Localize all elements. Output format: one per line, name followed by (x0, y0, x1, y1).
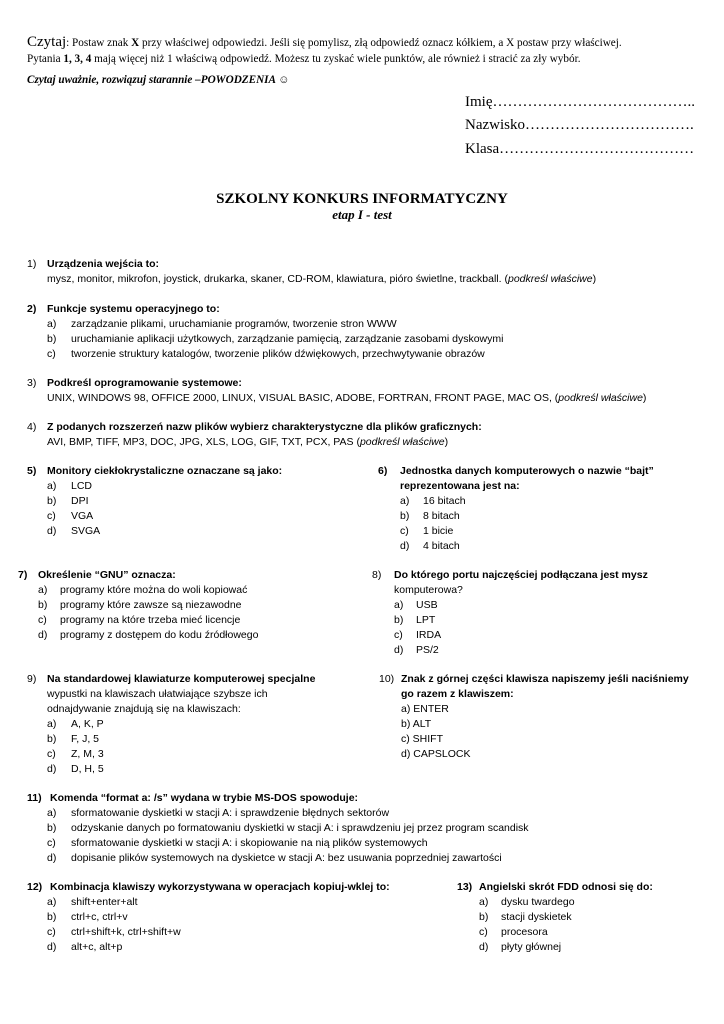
option[interactable]: USB (416, 599, 438, 611)
czytaj-word: Czytaj (27, 34, 67, 50)
question-title: Funkcje systemu operacyjnego to: (47, 303, 220, 315)
option[interactable]: zarządzanie plikami, uruchamianie programów, tworzenie stron WWW (71, 318, 397, 330)
option[interactable]: płyty głównej (501, 941, 562, 953)
option[interactable]: procesora (501, 926, 548, 938)
page-subtitle: etap I - test (332, 207, 392, 222)
option[interactable]: alt+c, alt+p (71, 941, 123, 953)
option[interactable]: 16 bitach (423, 495, 466, 507)
option[interactable]: c) SHIFT (401, 733, 444, 745)
question-title: Kombinacja klawiszy wykorzystywana w operacjach kopiuj-wklej to: (50, 881, 390, 893)
option[interactable]: programy z dostępem do kodu źródłowego (60, 629, 259, 641)
option[interactable]: PS/2 (416, 644, 439, 656)
question-text: mysz, monitor, mikrofon, joystick, drukarka, skaner, CD-ROM, klawiatura, pióro świetlne, trackball. (podkreśl właściwe) (47, 273, 597, 285)
option[interactable]: sformatowanie dyskietki w stacji A: i skopiowanie na nią plików systemowych (71, 837, 428, 849)
instructions-line-2: Pytania 1, 3, 4 mają więcej niż 1 właściwą odpowiedź. Możesz tu zyskać wiele punktów, ale również i stracić za zły wybór. (27, 53, 581, 65)
option[interactable]: LCD (71, 480, 93, 492)
option[interactable]: dopisanie plików systemowych na dyskietce w stacji A: bez usuwania poprzedniej zawartości (71, 852, 502, 864)
option[interactable]: F, J, 5 (71, 733, 100, 745)
name-field[interactable]: Imię………………………………….. (465, 94, 695, 110)
option[interactable]: programy na które trzeba mieć licencje (60, 614, 241, 626)
option[interactable]: sformatowanie dyskietki w stacji A: i sprawdzenie błędnych sektorów (71, 807, 390, 819)
option[interactable]: 4 bitach (423, 540, 460, 552)
option[interactable]: dysku twardego (501, 896, 575, 908)
question-title: Do którego portu najczęściej podłączana jest mysz (394, 569, 648, 581)
option[interactable]: A, K, P (71, 718, 104, 730)
option[interactable]: ctrl+shift+k, ctrl+shift+w (71, 926, 181, 938)
option[interactable]: 8 bitach (423, 510, 460, 522)
question-title: Monitory ciekłokrystaliczne oznaczane są jako: (47, 465, 283, 477)
option[interactable]: LPT (416, 614, 436, 626)
option[interactable]: d) CAPSLOCK (401, 748, 471, 760)
question-title: Znak z górnej części klawisza napiszemy jeśli naciśniemy (401, 673, 689, 685)
question-text: UNIX, WINDOWS 98, OFFICE 2000, LINUX, VISUAL BASIC, ADOBE, FORTRAN, FRONT PAGE, MAC OS, (podkreśl właściwe) (47, 392, 647, 404)
option[interactable]: VGA (71, 510, 94, 522)
option[interactable]: odzyskanie danych po formatowaniu dyskietki w stacji A: i sprawdzeniu jej przez program scandisk (71, 822, 529, 834)
option[interactable]: a) ENTER (401, 703, 449, 715)
option[interactable]: uruchamianie aplikacji użytkowych, zarządzanie pamięcią, zarządzanie zasobami dyskowymi (71, 333, 504, 345)
option[interactable]: b) ALT (401, 718, 432, 730)
instructions-line-1: Czytaj: Postaw znak X przy właściwej odpowiedzi. Jeśli się pomylisz, złą odpowiedź oznacz kółkiem, a X postaw przy właściwej. (27, 34, 622, 50)
question-title: Określenie “GNU” oznacza: (38, 569, 176, 581)
option[interactable]: ctrl+c, ctrl+v (71, 911, 128, 923)
question-title: Podkreśl oprogramowanie systemowe: (47, 377, 242, 389)
question-title: Jednostka danych komputerowych o nazwie “bajt” (400, 465, 654, 477)
question-text: AVI, BMP, TIFF, MP3, DOC, JPG, XLS, LOG, GIF, TXT, PCX, PAS (podkreśl właściwe) (47, 436, 449, 448)
option[interactable]: programy które zawsze są niezawodne (60, 599, 242, 611)
question-title: Angielski skrót FDD odnosi się do: (479, 881, 653, 893)
question-title: Z podanych rozszerzeń nazw plików wybierz charakterystyczne dla plików graficznych: (47, 421, 482, 433)
option[interactable]: shift+enter+alt (71, 896, 138, 908)
question-title: Urządzenia wejścia to: (47, 258, 160, 270)
option[interactable]: IRDA (416, 629, 442, 641)
option[interactable]: tworzenie struktury katalogów, tworzenie plików dźwiękowych, przechwytywanie obrazów (71, 348, 485, 360)
option[interactable]: DPI (71, 495, 89, 507)
option[interactable]: SVGA (71, 525, 101, 537)
option[interactable]: Z, M, 3 (71, 748, 104, 760)
option[interactable]: stacji dyskietek (501, 911, 572, 923)
motto: Czytaj uważnie, rozwiązuj starannie –POWODZENIA ☺ (27, 74, 290, 86)
option[interactable]: 1 bicie (423, 525, 454, 537)
option[interactable]: programy które można do woli kopiować (60, 584, 248, 596)
surname-field[interactable]: Nazwisko……………………………. (465, 117, 694, 133)
question-title: Komenda “format a: /s” wydana w trybie MS-DOS spowoduje: (50, 792, 359, 804)
option[interactable]: D, H, 5 (71, 763, 104, 775)
question-title: Na standardowej klawiaturze komputerowej specjalne (47, 673, 316, 685)
class-field[interactable]: Klasa………………………………… (465, 141, 695, 157)
page-title: SZKOLNY KONKURS INFORMATYCZNY (216, 191, 508, 207)
